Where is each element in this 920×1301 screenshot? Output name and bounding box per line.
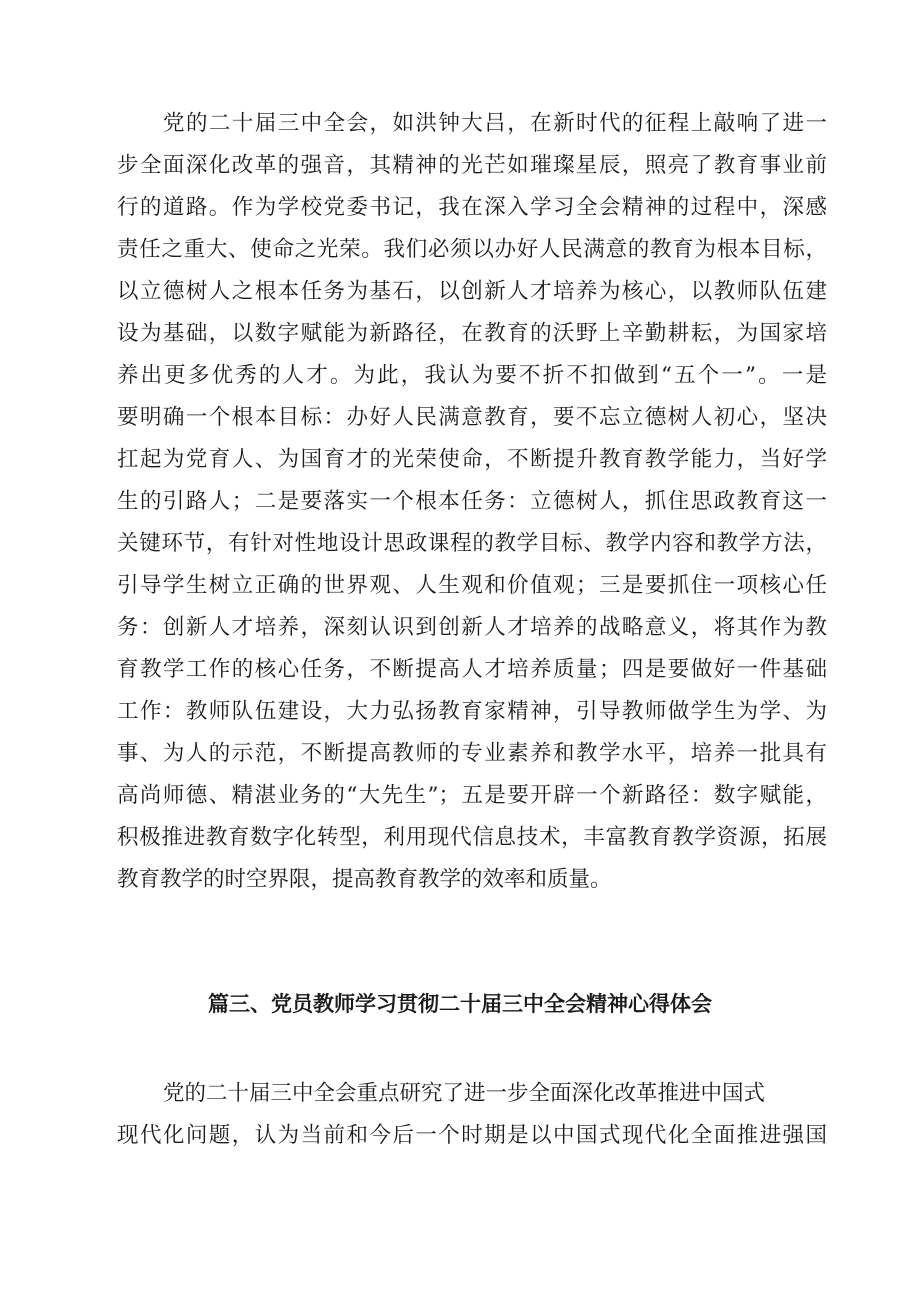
paragraph-line: 以立德树人之根本任务为基石，以创新人才培养为核心，以教师队伍建 <box>117 279 827 304</box>
paragraph-line: 引导学生树立正确的世界观、人生观和价值观；三是要抓住一项核心任 <box>117 573 827 598</box>
paragraph-line: 事、为人的示范，不断提高教师的专业素养和教学水平，培养一批具有 <box>117 741 827 766</box>
paragraph-line: 设为基础，以数字赋能为新路径，在教育的沃野上辛勤耕耘，为国家培 <box>117 321 827 346</box>
paragraph-line: 教育教学的时空界限，提高教育教学的效率和质量。 <box>117 867 612 892</box>
paragraph-line: 行的道路。作为学校党委书记，我在深入学习全会精神的过程中，深感 <box>117 195 827 220</box>
paragraph-line: 务：创新人才培养，深刻认识到创新人才培养的战略意义，将其作为教 <box>117 615 827 640</box>
paragraph-line: 责任之重大、使命之光荣。我们必须以办好人民满意的教育为根本目标， <box>117 237 827 262</box>
paragraph-line: 步全面深化改革的强音，其精神的光芒如璀璨星辰，照亮了教育事业前 <box>117 153 827 178</box>
paragraph-2 <box>117 1073 827 1157</box>
paragraph-line: 生的引路人；二是要落实一个根本任务：立德树人，抓住思政教育这一 <box>117 489 827 514</box>
paragraph-line: 工作：教师队伍建设，大力弘扬教育家精神，引导教师做学生为学、为 <box>117 699 827 724</box>
paragraph-line: 党的二十届三中全会重点研究了进一步全面深化改革推进中国式 <box>163 1081 766 1106</box>
paragraph-line: 养出更多优秀的人才。为此，我认为要不折不扣做到“五个一”。一是 <box>117 363 827 388</box>
paragraph-1 <box>117 103 827 901</box>
section-heading: 篇三、党员教师学习贯彻二十届三中全会精神心得体会 <box>208 992 712 1016</box>
paragraph-line: 积极推进教育数字化转型，利用现代信息技术，丰富教育教学资源，拓展 <box>117 825 827 850</box>
paragraph-line: 育教学工作的核心任务，不断提高人才培养质量；四是要做好一件基础 <box>117 657 827 682</box>
paragraph-line: 现代化问题，认为当前和今后一个时期是以中国式现代化全面推进强国 <box>117 1123 827 1148</box>
paragraph-line: 关键环节，有针对性地设计思政课程的教学目标、教学内容和教学方法， <box>117 531 827 556</box>
paragraph-line: 扛起为党育人、为国育才的光荣使命，不断提升教育教学能力，当好学 <box>117 447 827 472</box>
paragraph-line: 高尚师德、精湛业务的“大先生”；五是要开辟一个新路径：数字赋能， <box>117 783 827 808</box>
paragraph-line: 党的二十届三中全会，如洪钟大吕，在新时代的征程上敲响了进一 <box>163 111 827 136</box>
paragraph-line: 要明确一个根本目标：办好人民满意教育，要不忘立德树人初心，坚决 <box>117 405 827 430</box>
